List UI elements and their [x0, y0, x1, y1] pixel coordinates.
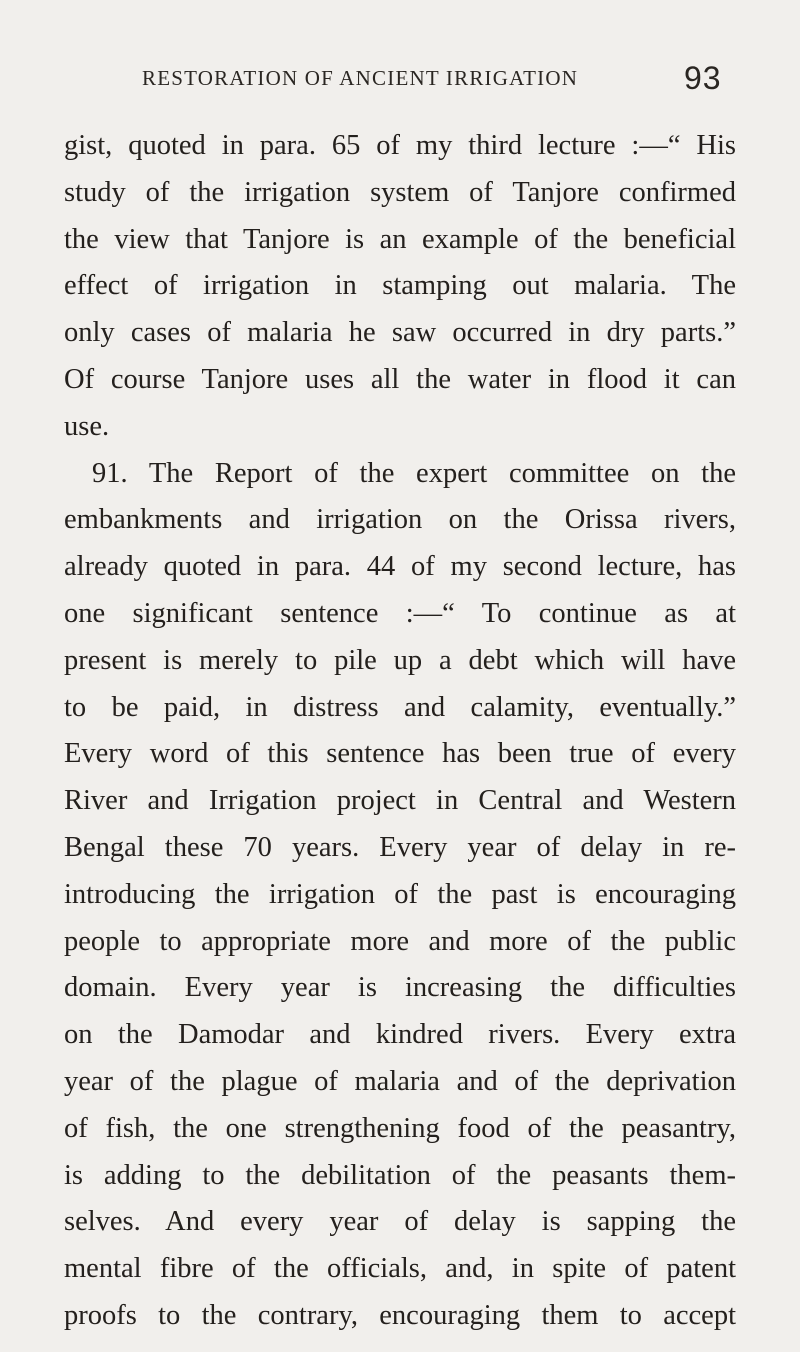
text-line: the view that Tanjore is an example of the beneficial: [64, 223, 736, 255]
text-line: only cases of malaria he saw occurred in dry parts.”: [64, 317, 736, 349]
text-line: Every word of this sentence has been true of every: [64, 738, 736, 770]
text-line: River and Irrigation project in Central and Western: [64, 785, 736, 817]
text-line: already quoted in para. 44 of my second lecture, has: [64, 551, 736, 583]
text-line: domain. Every year is increasing the difficulties: [64, 972, 736, 1004]
text-line: to be paid, in distress and calamity, eventually.”: [64, 691, 736, 723]
body-text: [64, 123, 736, 1340]
text-line: mental fibre of the officials, and, in spite of patent: [64, 1253, 736, 1285]
text-line: effect of irrigation in stamping out malaria. The: [64, 270, 736, 302]
text-line: embankments and irrigation on the Orissa rivers,: [64, 504, 736, 536]
text-line: introducing the irrigation of the past is encouraging: [64, 878, 736, 910]
text-line: use.: [64, 410, 110, 442]
text-line: people to appropriate more and more of the public: [64, 925, 736, 957]
text-line: study of the irrigation system of Tanjore confirmed: [64, 176, 736, 208]
text-line: gist, quoted in para. 65 of my third lecture :—“ His: [64, 130, 736, 161]
text-line: year of the plague of malaria and of the deprivation: [64, 1065, 736, 1097]
text-line: proofs to the contrary, encouraging them to accept: [64, 1299, 736, 1331]
running-title: RESTORATION OF ANCIENT IRRIGATION: [142, 66, 579, 90]
page-number: 93: [684, 60, 722, 96]
text-line: on the Damodar and kindred rivers. Every extra: [64, 1019, 736, 1051]
text-line: Bengal these 70 years. Every year of delay in re-: [64, 831, 736, 863]
paragraph-91-start: 91. The Report of the expert committee on the: [92, 457, 736, 489]
text-line: Of course Tanjore uses all the water in flood it can: [64, 363, 736, 395]
text-line: present is merely to pile up a debt which will have: [64, 644, 736, 676]
running-head: [0, 60, 800, 96]
text-line: selves. And every year of delay is sapping the: [64, 1206, 736, 1238]
text-line: is adding to the debilitation of the peasants them-: [64, 1159, 736, 1191]
text-line: one significant sentence :—“ To continue as at: [64, 597, 736, 629]
text-line: of fish, the one strengthening food of the peasantry,: [64, 1112, 736, 1144]
